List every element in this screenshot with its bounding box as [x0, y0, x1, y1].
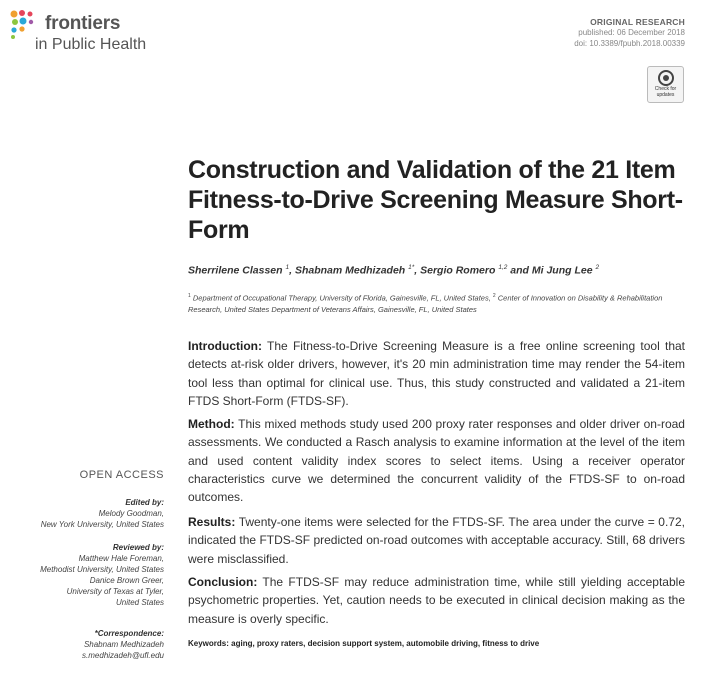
published-date: published: 06 December 2018 — [578, 28, 685, 37]
author-name[interactable]: Sergio Romero — [420, 264, 496, 277]
reviewer-line: United States — [115, 598, 164, 607]
check-updates-label: Check for — [654, 86, 677, 92]
abstract-conclusion — [188, 573, 685, 628]
author-name[interactable]: Shabnam Medhizadeh — [294, 264, 406, 277]
check-for-updates-button[interactable] — [647, 66, 684, 103]
abstract-introduction — [188, 337, 685, 410]
section-label: Method: — [188, 417, 235, 431]
correspondence-label: *Correspondence: — [94, 629, 164, 638]
author-name[interactable]: Mi Jung Lee — [531, 264, 593, 277]
author-list: Sherrilene Classen $^1$, Shabnam Medhizadeh $^{1*}$, Sergio Romero $^{1,2}$ and Mi Jung Lee $^2$ — [188, 264, 600, 277]
correspondence-block — [0, 628, 164, 661]
reviewed-by-block — [0, 542, 164, 608]
reviewer-line[interactable]: Danice Brown Greer, — [89, 576, 164, 585]
doi-link[interactable]: doi: 10.3389/fpubh.2018.00339 — [574, 38, 685, 48]
abstract-results — [188, 513, 685, 568]
affiliation-2: Center of Innovation on Disability & Rehabilitation Research, United States Department of Veterans Affairs, Gainesville, FL, United States — [188, 293, 663, 314]
open-access-label: OPEN ACCESS — [79, 469, 164, 481]
author-affiliation-mark: 1* — [408, 264, 415, 271]
section-label: Results: — [188, 515, 236, 529]
reviewer-line: Methodist University, United States — [40, 565, 164, 574]
journal-subtitle: in Public Health — [35, 36, 147, 53]
reviewer-line[interactable]: Matthew Hale Foreman, — [78, 554, 164, 563]
reviewer-line: University of Texas at Tyler, — [66, 587, 164, 596]
correspondence-name: Shabnam Medhizadeh — [83, 640, 164, 649]
crossmark-icon — [658, 70, 674, 86]
article-meta — [574, 17, 685, 49]
section-text: The FTDS-SF may reduce administration time, while still yielding acceptable psychometric properties. Yet, caution needs to be executed in clinical decision making as the measure is overly specific. — [188, 575, 685, 626]
affiliations — [188, 291, 688, 315]
journal-logo[interactable] — [8, 8, 178, 52]
section-text: The Fitness-to-Drive Screening Measure is a free online screening tool that detects at-risk older drivers, however, it's 20 min administration time may render the 54-item tool less than optimal for clinical use. Thus, this study constructed and validated a 21-item FTDS Short-Form (FTDS-SF). — [188, 339, 685, 408]
correspondence-email[interactable]: s.medhizadeh@ufl.edu — [82, 651, 164, 660]
article-type: ORIGINAL RESEARCH — [590, 17, 685, 27]
keywords — [188, 639, 539, 648]
affiliation-1: Department of Occupational Therapy, University of Florida, Gainesville, FL, United States, — [192, 293, 491, 303]
edited-by-label: Edited by: — [125, 498, 164, 507]
affiliation-mark: 2 — [492, 293, 496, 299]
article-title: Construction and Validation of the 21 Item Fitness-to-Drive Screening Measure Short-Form — [188, 156, 683, 244]
author-affiliation-mark: 2 — [595, 264, 600, 271]
editor-line: New York University, United States — [40, 520, 164, 529]
check-updates-label-2: updates — [656, 91, 675, 98]
author-affiliation-mark: 1 — [285, 264, 290, 271]
keywords-label: Keywords: — [188, 639, 229, 648]
edited-by-block — [0, 497, 164, 530]
reviewed-by-label: Reviewed by: — [112, 543, 164, 552]
abstract-method — [188, 415, 685, 506]
editor-line[interactable]: Melody Goodman, — [98, 509, 164, 518]
section-label: Introduction: — [188, 339, 262, 353]
section-text: This mixed methods study used 200 proxy rater responses and older driver on-road assessments. We conducted a Rasch analysis to examine information at the level of the item and used content validity index scores to select items. Using a receiver operator characteristics curve we determined the concurrent validity of the FTDS-SF to on-road outcomes. — [188, 417, 685, 505]
author-affiliation-mark: 1,2 — [498, 264, 508, 271]
section-text: Twenty-one items were selected for the FTDS-SF. The area under the curve = 0.72, indicated the FTDS-SF predicted on-road outcomes with acceptable accuracy. Still, 68 drivers were misclassified. — [188, 515, 685, 566]
journal-name: frontiers — [45, 13, 121, 34]
author-name[interactable]: Sherrilene Classen — [188, 264, 283, 277]
affiliation-mark: 1 — [188, 293, 191, 299]
section-label: Conclusion: — [188, 575, 258, 589]
keywords-text: aging, proxy raters, decision support system, automobile driving, fitness to drive — [231, 639, 540, 648]
